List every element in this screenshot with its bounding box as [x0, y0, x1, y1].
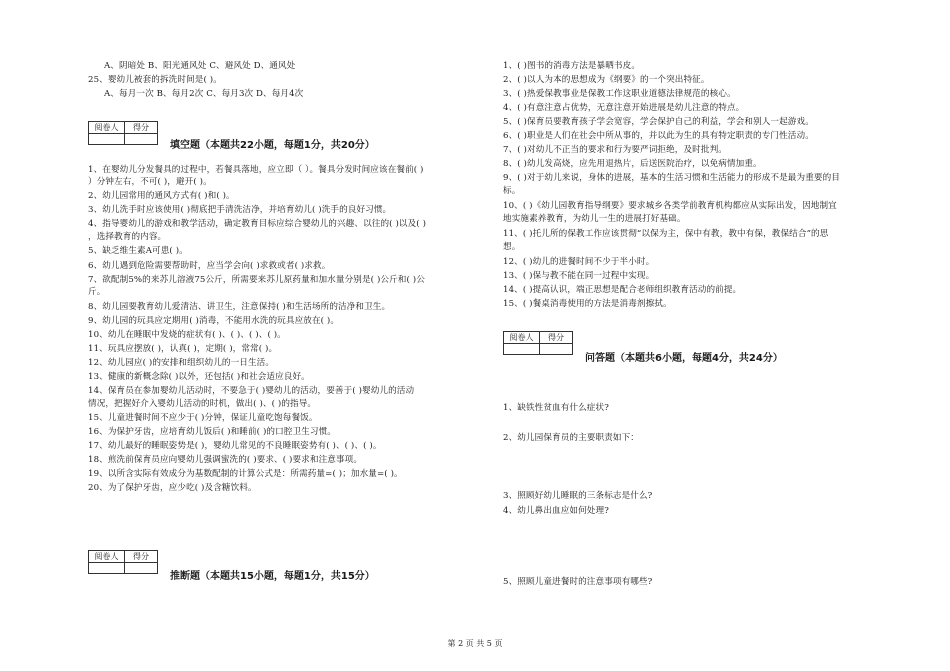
qa-item: 3、照顾好幼儿睡眠的三条标志是什么?: [503, 491, 653, 501]
fill-item: 18、煎洗前保育员应向婴幼儿强调蜜洗的( )要求、( )要求和注意事项。: [88, 455, 363, 465]
judge-item: 地实施素养教育，为幼儿一生的进展打好基础。: [503, 214, 686, 224]
grader-label: 阅卷人: [504, 332, 540, 343]
fill-item: 8、幼儿园要教育幼儿爱清洁、讲卫生，注意保持( )和生活场所的洁净和卫生。: [88, 302, 391, 312]
judge-item: 标。: [503, 186, 521, 196]
fill-item: 1、在婴幼儿分发餐具的过程中，若餐具落地，应立即（ ）。餐具分发时间应该在餐前( ): [88, 165, 424, 175]
fill-item: ）分钟左右，不可( )，避开( )。: [88, 177, 212, 187]
fill-item: ，选择教育的内容。: [88, 232, 167, 242]
fill-item: 12、幼儿园应( )的安排和组织幼儿的一日生活。: [88, 358, 275, 368]
judge-item: 6、( )职业是人们在社会中所从事的，并以此为生的具有特定职责的专门性活动。: [503, 131, 814, 141]
qa-item: 2、幼儿园保育员的主要职责如下：: [503, 433, 639, 443]
judge-item: 9、( )对于幼儿来说，身体的进展，基本的生活习惯和生活能力的形成不是最为重要的目: [503, 173, 840, 183]
judge-item: 14、( )提高认识，端正思想是配合老师组织教育活动的前提。: [503, 285, 742, 295]
fill-item: 6、幼儿遇到危险需要帮助时，应当学会向( )求救或者( )求救。: [88, 261, 331, 271]
fill-item: 14、保育员在参加婴幼儿活动时，不要急于( )婴幼儿的活动，要善于( )婴幼儿的活动: [88, 386, 415, 396]
question-25: 25、婴幼儿被套的拆洗时间是( )。: [88, 75, 222, 85]
judge-item: 4、( )有意注意占优势，无意注意开始进展是幼儿注意的特点。: [503, 103, 745, 113]
fill-item: 11、玩具应摆放( )，认真( )，定期( )，常常( )。: [88, 344, 278, 354]
fill-item: 15、儿童进餐时间不应少于( )分钟，保证儿童吃饱每餐饭。: [88, 413, 318, 423]
grader-label: 阅卷人: [89, 122, 125, 133]
fill-item: 16、为保护牙齿，应培育幼儿饭后( )和睡前( )的口腔卫生习惯。: [88, 427, 336, 437]
fill-item: 10、幼儿在睡眠中发烧的症状有( )、( )、( )、( )。: [88, 330, 286, 340]
qa-item: 4、幼儿鼻出血应如何处理?: [503, 506, 609, 516]
score-box: [88, 550, 158, 574]
fill-item: 情况，把握好介入婴幼儿活动的时机，做出( )、( )的指导。: [88, 399, 317, 409]
fill-section-title: 填空题（本题共22小题，每题1分，共20分）: [170, 140, 375, 151]
fill-item: 9、幼儿园的玩具应定期用( )消毒，不能用水洗的玩具应放在( )。: [88, 316, 340, 326]
score-label: 得分: [548, 333, 564, 342]
judge-item: 10、( )《幼儿园教育指导纲要》要求城乡各类学前教育机构都应从实际出发，因地制宜: [503, 201, 837, 211]
score-box: [88, 121, 158, 145]
qa-section-title: 问答题（本题共6小题，每题4分，共24分）: [585, 353, 783, 364]
fill-item: 3、幼儿洗手时应该使用( )彻底把手清洗洁净，并培育幼儿( )洗手的良好习惯。: [88, 205, 392, 215]
fill-item: 4、指导婴幼儿的游戏和教学活动，确定教育目标应综合婴幼儿的兴趣、以往的( )以及( ): [88, 219, 427, 229]
question-25-options: A、每月一次 B、每月2次 C、每月3次 D、每月4次: [104, 89, 304, 99]
score-box: [503, 331, 573, 355]
judge-item: 8、( )幼儿发高烧，应先用退热片，后送医院治疗，以免病情加重。: [503, 159, 762, 169]
grader-label: 阅卷人: [89, 551, 125, 562]
fill-item: 7、欲配制5%的来苏儿溶液75公斤，所需要来苏儿原药量和加水量分别是( )公斤和( )公: [88, 275, 425, 285]
judge-item: 11、( )托儿所的保教工作应该贯彻“以保为主，保中有教，教中有保，教保结合”的思: [503, 229, 829, 239]
judge-item: 12、( )幼儿的进餐时间不少于半小时。: [503, 257, 655, 267]
judge-item: 15、( )餐桌消毒使用的方法是消毒剂擦拭。: [503, 299, 672, 309]
judge-item: 7、( )对幼儿不正当的要求和行为要严词拒绝，及时批判。: [503, 145, 727, 155]
fill-item: 13、健康的新概念除( )以外，还包括( )和社会适应良好。: [88, 372, 310, 382]
fill-item: 17、幼儿最好的睡眠姿势是( )，婴幼儿常见的不良睡眠姿势有( )、( )、( )。: [88, 441, 382, 451]
judge-item: 2、( )以人为本的思想成为《纲要》的一个突出特征。: [503, 75, 710, 85]
page-footer: 第 2 页 共 5 页: [447, 639, 503, 648]
fill-item: 2、幼儿园常用的通风方式有( )和( )。: [88, 191, 235, 201]
question-24-options: A、阴暗处 B、阳光通风处 C、避风处 D、通风处: [104, 61, 296, 71]
qa-item: 5、照顾儿童进餐时的注意事项有哪些?: [503, 577, 653, 587]
qa-item: 1、缺铁性贫血有什么症状?: [503, 403, 609, 413]
judge-item: 3、( )热爱保教事业是保教工作这职业道德法律规范的核心。: [503, 89, 736, 99]
judge-item: 想。: [503, 242, 521, 252]
score-label: 得分: [133, 552, 149, 561]
judge-section-title: 推断题（本题共15小题，每题1分，共15分）: [170, 571, 375, 582]
judge-item: 5、( )保育员要教育孩子学会宽容，学会保护自己的利益，学会和别人一起游戏。: [503, 117, 814, 127]
fill-item: 5、缺乏维生素A可患( )。: [88, 246, 188, 256]
fill-item: 20、为了保护牙齿，应少吃( )及含糖饮料。: [88, 483, 257, 493]
fill-item: 斤。: [88, 287, 106, 297]
judge-item: 1、( )图书的消毒方法是暴晒书皮。: [503, 61, 641, 71]
judge-item: 13、( )保与教不能在同一过程中实现。: [503, 271, 655, 281]
score-label: 得分: [133, 123, 149, 132]
fill-item: 19、以所含实际有效成分为基数配制的计算公式是：所需药量=( )；加水量=( )。: [88, 469, 403, 479]
